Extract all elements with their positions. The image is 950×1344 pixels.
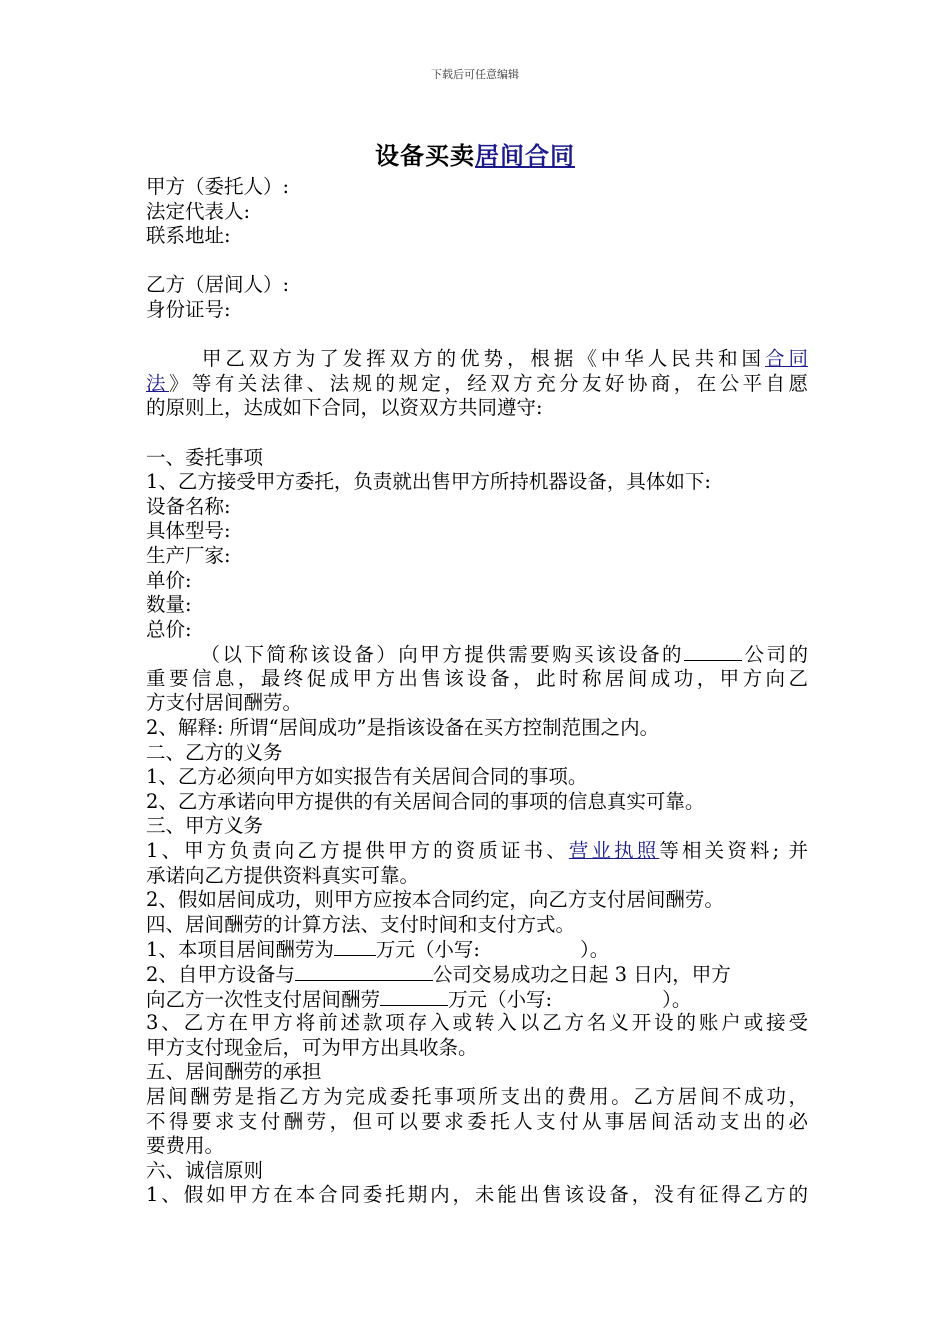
section-5-line-3: 要费用。 [146,1134,225,1158]
section-4-item-3-cont: 甲方支付现金后，可为甲方出具收条。 [146,1035,478,1059]
section-4-item-2-cont: 向乙方一次性支付居间酬劳 万元（小写: ）。 [146,987,692,1011]
preamble-line-1: 甲乙双方为了发挥双方的优势，根据《中华人民共和国合同 [198,347,808,371]
field-manufacturer: 生产厂家: [146,543,231,567]
field-model: 具体型号: [146,519,231,543]
section-5-heading: 五、居间酬劳的承担 [146,1060,322,1084]
section-1-item-1: 1、乙方接受甲方委托，负责就出售甲方所持机器设备，具体如下: [146,470,711,494]
section-3-item-2: 2、假如居间成功，则甲方应按本合同约定，向乙方支付居间酬劳。 [146,888,724,912]
legal-rep-label: 法定代表人: [146,199,251,223]
contract-law-link-cont[interactable]: 法 [146,371,169,395]
section-1-item-2: 2、解释: 所谓“居间成功”是指该设备在买方控制范围之内。 [146,716,660,740]
preamble-line-2: 法》等有关法律、法规的规定，经双方充分友好协商，在公平自愿 [146,371,808,395]
section-1-para-line-1: （以下简称该设备）向甲方提供需要购买该设备的 公司的 [198,643,808,667]
section-4-item-1: 1、本项目居间酬劳为 万元（小写: ）。 [146,938,610,962]
section-2-item-2: 2、乙方承诺向甲方提供的有关居间合同的事项的信息真实可靠。 [146,789,705,813]
section-6-item-1: 1、假如甲方在本合同委托期内，未能出售该设备，没有征得乙方的 [146,1183,808,1207]
id-number-label: 身份证号: [146,297,231,321]
section-4-item-3: 3、乙方在甲方将前述款项存入或转入以乙方名义开设的账户或接受 [146,1011,808,1035]
contact-address-label: 联系地址: [146,224,231,248]
blank-fee-amount [334,937,376,956]
section-5-line-1: 居间酬劳是指乙方为完成委托事项所支出的费用。乙方居间不成功， [146,1084,808,1108]
section-2-item-1: 1、乙方必须向甲方如实报告有关居间合同的事项。 [146,765,588,789]
field-total-price: 总价: [146,617,192,641]
contract-law-link[interactable]: 合同 [765,347,808,371]
contract-body [146,175,808,1208]
page-header: 下载后可任意编辑 [431,68,519,81]
section-4-item-2: 2、自甲方设备与 公司交易成功之日起 3 日内，甲方 [146,963,731,986]
document-title [0,136,950,171]
section-1-heading: 一、委托事项 [146,445,264,469]
blank-fee-amount-2 [380,987,448,1006]
section-6-heading: 六、诚信原则 [146,1158,264,1182]
section-5-line-2: 不得要求支付酬劳，但可以要求委托人支付从事居间活动支出的必 [146,1109,808,1133]
party-a-label: 甲方（委托人）: [146,175,290,198]
field-quantity: 数量: [146,593,192,617]
business-license-link[interactable]: 营业执照 [568,839,660,863]
section-2-heading: 二、乙方的义务 [146,740,283,764]
section-3-item-1: 1、甲方负责向乙方提供甲方的资质证书、营业执照等相关资料; 并 [146,839,808,863]
section-3-heading: 三、甲方义务 [146,814,264,838]
party-b-label: 乙方（居间人）: [146,273,290,297]
title-link[interactable]: 居间合同 [475,141,575,170]
section-4-heading: 四、居间酬劳的计算方法、支付时间和支付方式。 [146,912,576,936]
blank-company [684,642,742,661]
section-1-para-line-3: 方支付居间酬劳。 [146,691,303,715]
title-text: 设备买卖 [375,141,475,170]
section-3-item-1-cont: 承诺向乙方提供资料真实可靠。 [146,863,420,887]
preamble-line-3: 的原则上，达成如下合同，以资双方共同遵守: [146,396,543,420]
field-equipment-name: 设备名称: [146,494,231,518]
field-unit-price: 单价: [146,568,192,592]
blank-company-name [295,962,433,981]
section-1-para-line-2: 重要信息，最终促成甲方出售该设备，此时称居间成功，甲方向乙 [146,666,808,690]
